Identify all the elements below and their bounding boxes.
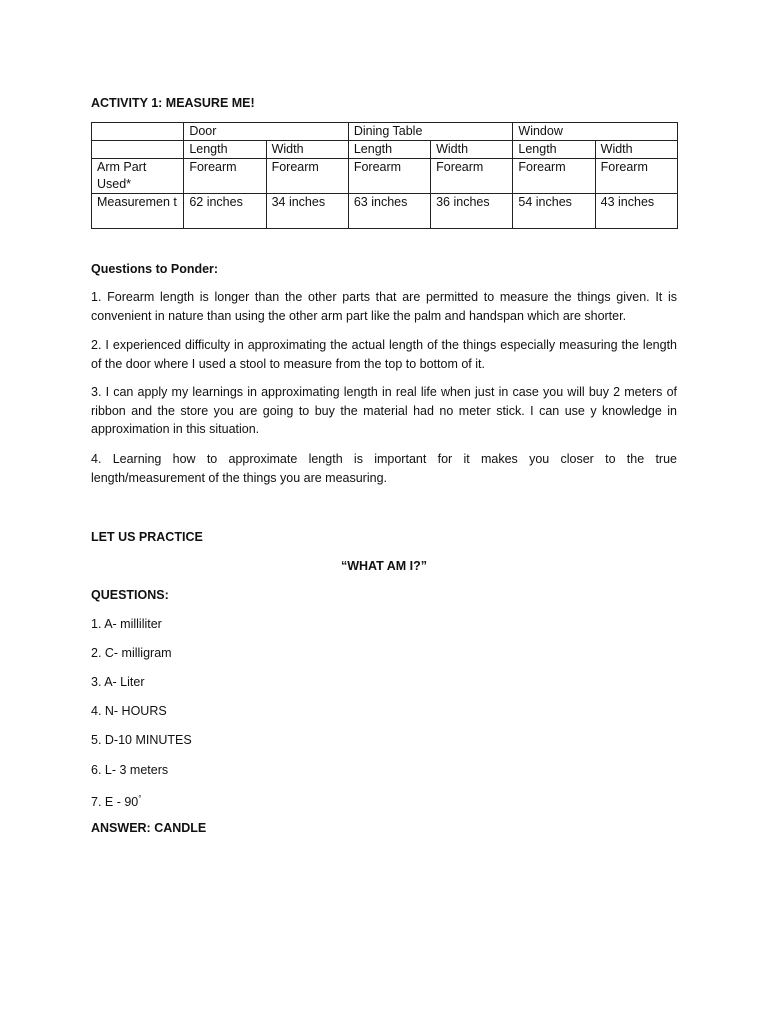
table-cell: 43 inches [595,194,677,229]
riddle-title: “WHAT AM I?” [340,559,428,573]
questions-heading: QUESTIONS: [91,588,169,602]
row-label: Arm Part Used* [92,159,184,194]
question-item: 5. D-10 MINUTES [91,733,192,747]
table-cell: 34 inches [266,194,348,229]
table-cell: Forearm [348,159,430,194]
question-item: 6. L- 3 meters [91,763,169,777]
table-corner-cell [92,123,184,141]
answer-line: ANSWER: CANDLE [91,821,207,835]
question-item: 1. A- milliliter [91,617,162,631]
practice-heading: LET US PRACTICE [91,530,203,544]
question-item: 2. C- milligram [91,646,172,660]
subheader-cell: Width [266,141,348,159]
ponder-answer-2: 2. I experienced difficulty in approximating the actual length of the things especially measuring the length of the door where I used a stool to measure from the top to bottom of it. [91,338,677,371]
ponder-answer-4: 4. Learning how to approximate length is important for it makes you closer to the true length/measurement of the things you are measuring. [91,452,677,485]
subheader-cell: Width [431,141,513,159]
table-cell: 63 inches [348,194,430,229]
table-header-row [92,123,678,141]
table-cell: Forearm [184,159,266,194]
table-cell: Forearm [431,159,513,194]
group-header-door: Door [184,123,349,141]
table-label-cell [92,141,184,159]
group-header-window: Window [513,123,678,141]
table-cell: Forearm [513,159,595,194]
table-subheader-row [92,141,678,159]
table-cell: Forearm [595,159,677,194]
ponder-answer-3: 3. I can apply my learnings in approximating length in real life when just in case you will buy 2 meters of ribbon and the store you are going to buy the material had no meter stick. I can use y knowledge in approximation in this situation. [91,385,677,436]
question-item: 4. N- HOURS [91,704,167,718]
measurement-table [91,122,678,229]
ponder-heading: Questions to Ponder: [91,262,219,276]
group-header-dining-table: Dining Table [348,123,513,141]
subheader-cell: Length [348,141,430,159]
table-cell: 62 inches [184,194,266,229]
question-item-text: 7. E - 90 [91,795,139,810]
table-cell: Forearm [266,159,348,194]
table-cell: 36 inches [431,194,513,229]
question-item-7 [91,790,141,811]
table-row [92,159,678,194]
row-label: Measuremen t [92,194,184,229]
subheader-cell: Length [513,141,595,159]
activity-title: ACTIVITY 1: MEASURE ME! [91,96,255,110]
question-item: 3. A- Liter [91,675,145,689]
degree-mark: ° [138,794,142,803]
subheader-cell: Width [595,141,677,159]
table-row [92,194,678,229]
table-cell: 54 inches [513,194,595,229]
ponder-answer-1: 1. Forearm length is longer than the other parts that are permitted to measure the things given. It is convenient in nature than using the other arm part like the palm and handspan which are shorter. [91,290,677,323]
subheader-cell: Length [184,141,266,159]
